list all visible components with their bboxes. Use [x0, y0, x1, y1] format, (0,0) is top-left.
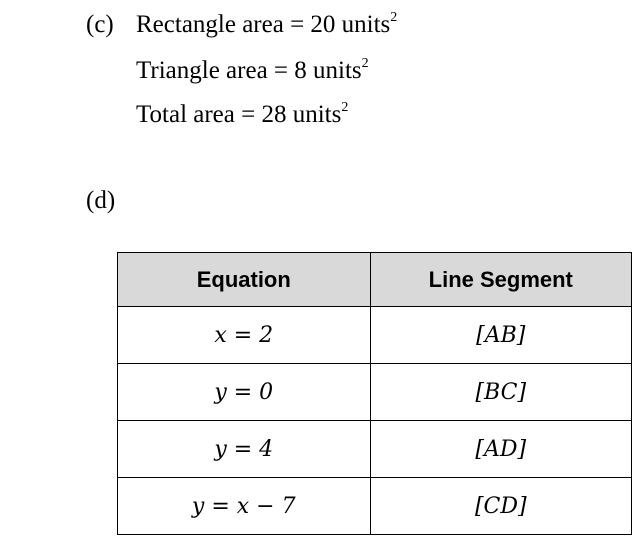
segment-cell: [AB]: [370, 307, 631, 364]
segment-cell: [BC]: [370, 364, 631, 421]
exponent: 2: [341, 99, 349, 115]
exponent: 2: [361, 55, 369, 71]
header-equation: Equation: [118, 253, 371, 307]
exponent: 2: [390, 9, 398, 25]
equation-cell: y = 0: [118, 364, 371, 421]
total-area-value: Total area = 28 units: [136, 101, 342, 128]
table-row: [118, 307, 632, 364]
rectangle-area-text: [136, 10, 397, 40]
segment-cell: [AD]: [370, 421, 631, 478]
equation-table: [117, 252, 632, 535]
total-area-line: [136, 100, 348, 130]
table-row: [118, 364, 632, 421]
table-header-row: [118, 253, 632, 307]
table-row: [118, 421, 632, 478]
part-d-label: (d): [86, 187, 116, 214]
table-row: [118, 478, 632, 535]
rectangle-area-value: Rectangle area = 20 units: [136, 11, 391, 38]
equation-cell: y = x − 7: [118, 478, 371, 535]
header-line-segment: Line Segment: [370, 253, 631, 307]
part-c-label: (c): [86, 11, 114, 38]
triangle-area-value: Triangle area = 8 units: [136, 57, 362, 84]
segment-cell: [CD]: [370, 478, 631, 535]
equation-cell: y = 4: [118, 421, 371, 478]
triangle-area-line: [136, 56, 369, 86]
equation-cell: x = 2: [118, 307, 371, 364]
